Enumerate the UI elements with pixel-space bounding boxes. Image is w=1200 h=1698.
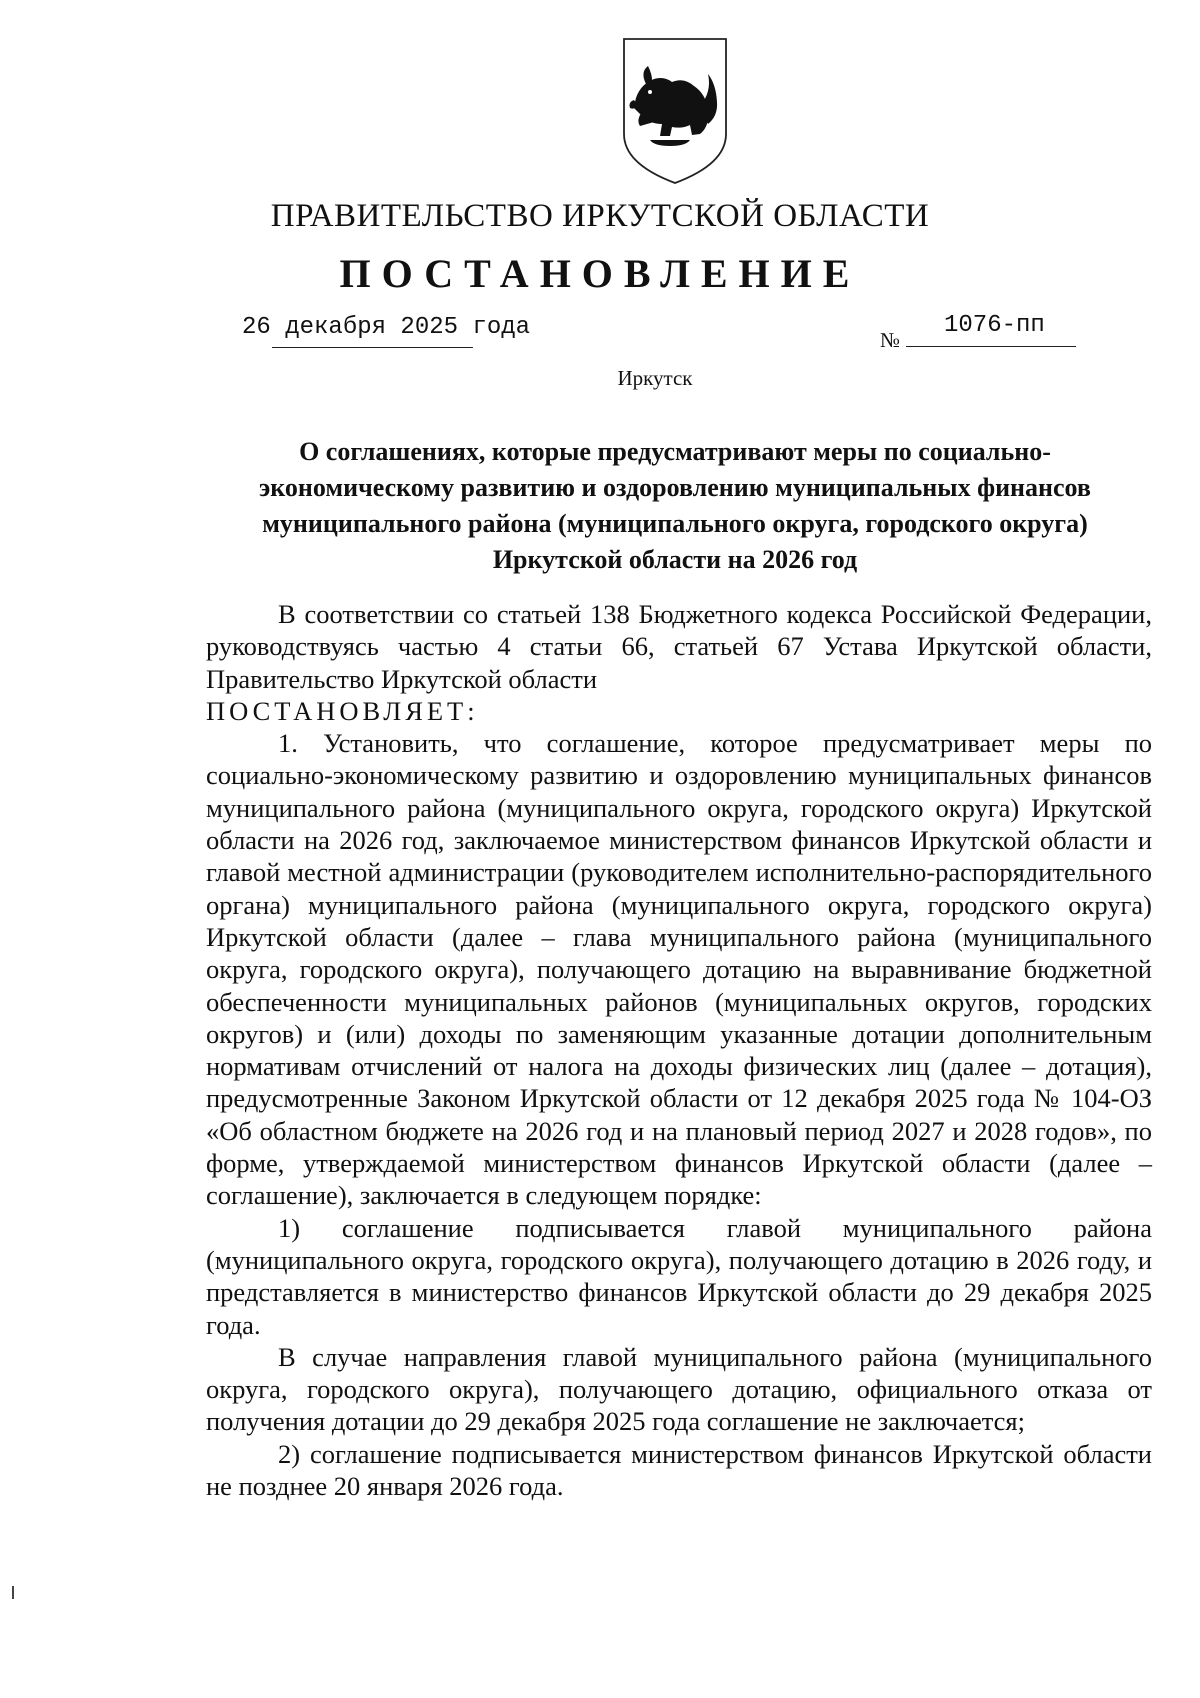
- decree-word: ПОСТАНОВЛЯЕТ:: [206, 695, 479, 726]
- irkutsk-coat-of-arms-icon: [620, 36, 730, 186]
- organization-title: ПРАВИТЕЛЬСТВО ИРКУТСКОЙ ОБЛАСТИ: [270, 198, 930, 234]
- refusal-paragraph: В случае направления главой муниципального района (муниципального округа, городского округа), получающего дотацию, официального отказа от получения дотации до 29 декабря 2025 года соглашение не заключается;: [206, 1341, 1152, 1437]
- clause-1-paragraph: 1. Установить, что соглашение, которое предусматривает меры по социально-экономическому развитию и оздоровлению муниципальных финансов муниципального района (муниципального округа, городского округа) Иркутской области на 2026 год, заключаемое министерством финансов Иркутской области и главой местной администрации (руководителем исполнительно-распорядительного органа) муниципального района (муниципального округа, городского округа) Иркутской области (далее – глава муниципального района (муниципального округа, городского округа), получающего дотацию на выравнивание бюджетной обеспеченности муниципальных районов (муниципальных округов, городских округов) и (или) доходы по заменяющим указанные дотации дополнительным нормативам отчислений от налога на доходы физических лиц (далее – дотация), предусмотренные Законом Иркутской области от 12 декабря 2025 года № 104-ОЗ «Об областном бюджете на 2026 год и на плановый период 2027 и 2028 годов», по форме, утверждаемой министерством финансов Иркутской области (далее – соглашение), заключается в следующем порядке:: [206, 728, 1152, 1211]
- document-subject: О соглашениях, которые предусматривают меры по социально-экономическому развитию и оздоровлению муниципальных финансов муниципального района (муниципального округа, городского округа) Иркутской области на 2026 год: [259, 437, 1091, 574]
- scan-margin-mark: [12, 1586, 14, 1599]
- document-date: 26 декабря 2025 года: [242, 314, 531, 341]
- number-underline: [906, 346, 1076, 347]
- document-city: Иркутск: [617, 366, 693, 390]
- document-body: [206, 598, 1152, 1502]
- date-underline: [272, 347, 473, 348]
- preamble-paragraph: В соответствии со статьей 138 Бюджетного кодекса Российской Федерации, руководствуясь частью 4 статьи 66, статьей 67 Устава Иркутской области, Правительство Иркутской области: [206, 599, 1152, 694]
- subclause-2-paragraph: 2) соглашение подписывается министерством финансов Иркутской области не позднее 20 января 2026 года.: [206, 1438, 1152, 1502]
- document-type-heading: ПОСТАНОВЛЕНИЕ: [339, 251, 861, 296]
- subclause-1-paragraph: 1) соглашение подписывается главой муниципального района (муниципального округа, городского округа), получающего дотацию в 2026 году, и представляется в министерство финансов Иркутской области до 29 декабря 2025 года.: [206, 1212, 1152, 1340]
- number-sign: №: [880, 328, 901, 352]
- document-number: 1076-пп: [944, 312, 1045, 339]
